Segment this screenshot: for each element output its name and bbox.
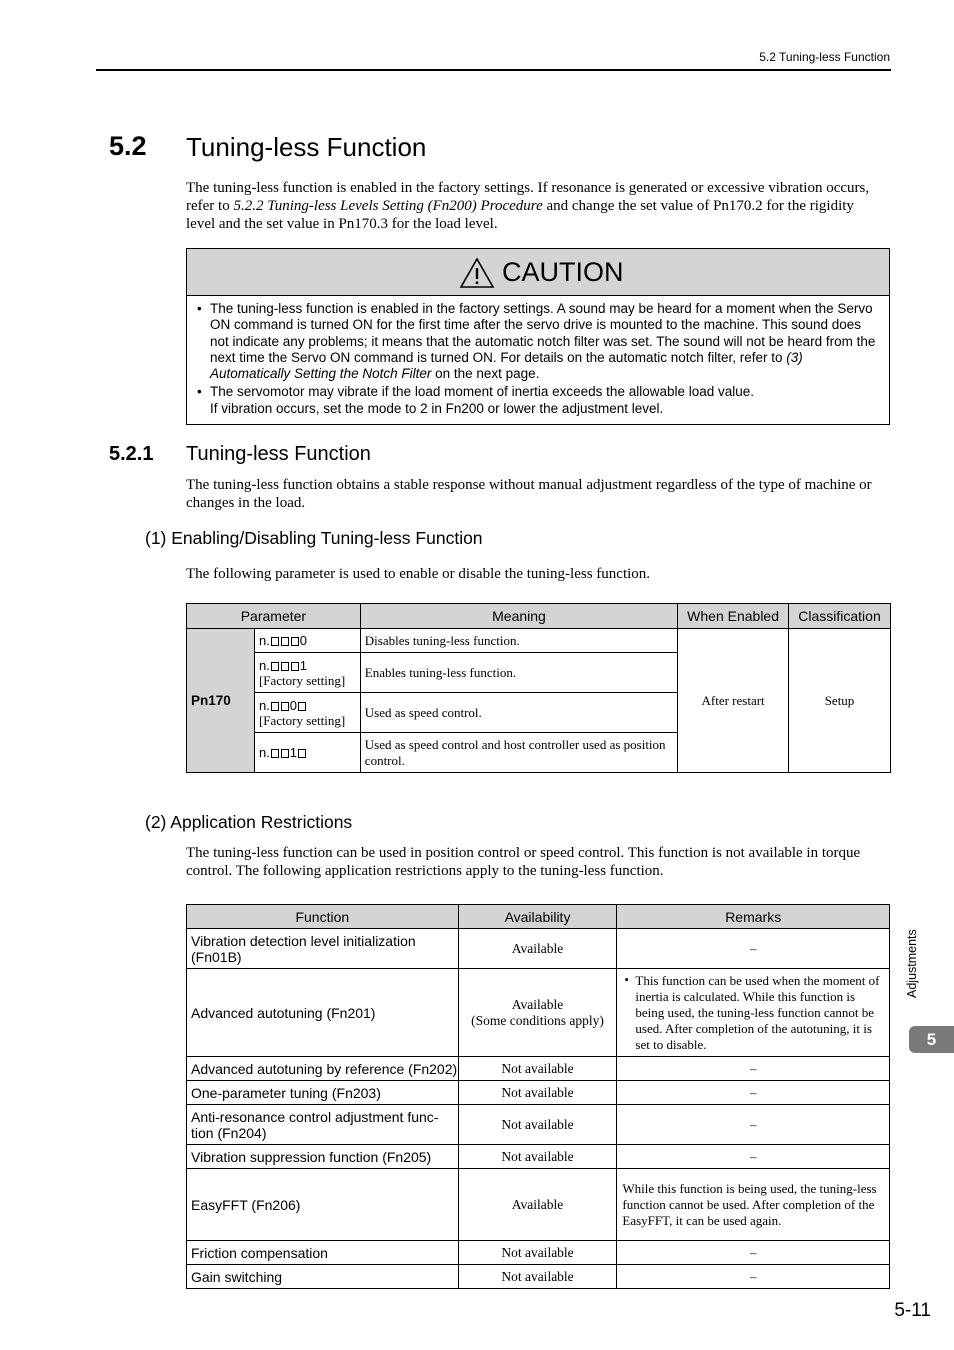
function-cell: Anti-resonance control adjustment func-tion (Fn204) bbox=[187, 1105, 459, 1145]
table-row bbox=[187, 969, 890, 1057]
application-table bbox=[186, 904, 890, 1289]
function-cell: Vibration detection level initialization (Fn01B) bbox=[187, 929, 459, 969]
availability-cell: Not available bbox=[458, 1057, 617, 1081]
remarks-cell: – bbox=[617, 1081, 890, 1105]
function-cell: EasyFFT (Fn206) bbox=[187, 1169, 459, 1241]
param-meaning-cell: Used as speed control. bbox=[360, 693, 677, 733]
section-title: Tuning-less Function bbox=[186, 132, 427, 162]
classification-header: Classification bbox=[789, 604, 891, 629]
function-cell: Gain switching bbox=[187, 1265, 459, 1289]
remarks-cell: – bbox=[617, 1057, 890, 1081]
table-row bbox=[187, 929, 890, 969]
when-enabled-header: When Enabled bbox=[678, 604, 789, 629]
subsection-paragraph: The tuning-less function obtains a stable response without manual adjustment regardless of the type of machine or changes in the load. bbox=[186, 477, 872, 511]
param-header: Parameter bbox=[187, 604, 361, 629]
table-row bbox=[187, 1057, 890, 1081]
table-row bbox=[187, 1105, 890, 1145]
param-value-cell: n. 1 [Factory setting] bbox=[254, 653, 360, 693]
availability-cell: Available bbox=[458, 1169, 617, 1241]
chapter-side-label: Adjustments bbox=[905, 929, 919, 998]
availability-cell: Not available bbox=[458, 1265, 617, 1289]
caution-label: CAUTION bbox=[502, 257, 624, 287]
param-value-cell: n. 1 bbox=[254, 733, 360, 773]
param-value-cell: n. 0 [Factory setting] bbox=[254, 693, 360, 733]
item2-heading: (2) Application Restrictions bbox=[145, 812, 353, 832]
table-row bbox=[187, 1265, 890, 1289]
classification-cell: Setup bbox=[789, 629, 891, 773]
function-cell: Advanced autotuning by reference (Fn202) bbox=[187, 1057, 459, 1081]
param-name-cell: Pn170 bbox=[187, 629, 255, 773]
availability-cell: Not available bbox=[458, 1241, 617, 1265]
header-rule bbox=[96, 69, 891, 71]
running-header: 5.2 Tuning-less Function bbox=[759, 50, 890, 64]
item1-heading: (1) Enabling/Disabling Tuning-less Function bbox=[145, 528, 483, 548]
availability-cell: Available bbox=[458, 929, 617, 969]
param-meaning-cell: Used as speed control and host controller used as position control. bbox=[360, 733, 677, 773]
caution-header bbox=[187, 249, 889, 296]
caution-box bbox=[186, 248, 890, 425]
availability-cell: Not available bbox=[458, 1105, 617, 1145]
remarks-cell: While this function is being used, the tuning-less function cannot be used. After completion of the EasyFFT, it can be used again. bbox=[617, 1169, 890, 1241]
param-meaning-cell: Enables tuning-less function. bbox=[360, 653, 677, 693]
caution-bullet: • The servomotor may vibrate if the load moment of inertia exceeds the allowable load value. If vibration occurs, set the mode to 2 in Fn200 or lower the adjustment level. bbox=[197, 384, 755, 416]
availability-cell: Available (Some conditions apply) bbox=[458, 969, 617, 1057]
caution-bullet: • The tuning-less function is enabled in the factory settings. A sound may be heard for a moment when the Servo ON command is turned ON for the first time after the servo drive is mounted to the machine. This sound does not indicate any problems; it means that the automatic notch filter was set. The sound will not be heard from the next time the Servo ON command is turned ON. For details on the automatic notch filter, refer to (3) Automatically Setting the Notch Filter on the next page. bbox=[197, 301, 876, 382]
function-cell: Friction compensation bbox=[187, 1241, 459, 1265]
chapter-tab[interactable]: 5 bbox=[909, 1026, 954, 1053]
caution-cross-reference[interactable]: (3) Automatically Setting the Notch Filter bbox=[210, 349, 803, 382]
meaning-header: Meaning bbox=[360, 604, 677, 629]
section-number: 5.2 bbox=[109, 131, 147, 161]
table-row bbox=[187, 1145, 890, 1169]
function-cell: Advanced autotuning (Fn201) bbox=[187, 969, 459, 1057]
page-number: 5-11 bbox=[894, 1300, 931, 1321]
availability-header: Availability bbox=[458, 905, 617, 929]
remarks-header: Remarks bbox=[617, 905, 890, 929]
function-cell: Vibration suppression function (Fn205) bbox=[187, 1145, 459, 1169]
table-row bbox=[187, 1081, 890, 1105]
subsection-number: 5.2.1 bbox=[109, 443, 154, 465]
availability-cell: Not available bbox=[458, 1145, 617, 1169]
parameter-table bbox=[186, 603, 891, 773]
table-row bbox=[187, 1241, 890, 1265]
remarks-cell: – bbox=[617, 929, 890, 969]
when-enabled-cell: After restart bbox=[678, 629, 789, 773]
table-row bbox=[187, 1169, 890, 1241]
caution-body bbox=[195, 301, 881, 417]
param-meaning-cell: Disables tuning-less function. bbox=[360, 629, 677, 653]
item2-paragraph: The tuning-less function can be used in position control or speed control. This function is not available in torque control. The following application restrictions apply to the tuning-less function. bbox=[186, 845, 861, 879]
param-value-cell: n. 0 bbox=[254, 629, 360, 653]
remarks-cell: – bbox=[617, 1145, 890, 1169]
intro-cross-reference[interactable]: 5.2.2 Tuning-less Levels Setting (Fn200) Procedure bbox=[233, 198, 543, 214]
intro-paragraph: The tuning-less function is enabled in the factory settings. If resonance is generated or excessive vibration occurs, refer to 5.2.2 Tuning-less Levels Setting (Fn200) Procedure and change the set value of Pn170.2 for the rigidity level and the set value in Pn170.3 for the load level. bbox=[186, 180, 870, 232]
function-header: Function bbox=[187, 905, 459, 929]
remarks-cell: – bbox=[617, 1241, 890, 1265]
remarks-cell: – bbox=[617, 1105, 890, 1145]
remarks-cell: • This function can be used when the moment of inertia is calculated. While this function is being used, the tuning-less function cannot be used. After completion of the autotuning, it is set to disable. bbox=[617, 969, 890, 1057]
availability-cell: Not available bbox=[458, 1081, 617, 1105]
warning-triangle-icon bbox=[459, 257, 495, 289]
item1-paragraph: The following parameter is used to enable or disable the tuning-less function. bbox=[186, 566, 651, 582]
remarks-cell: – bbox=[617, 1265, 890, 1289]
function-cell: One-parameter tuning (Fn203) bbox=[187, 1081, 459, 1105]
subsection-title: Tuning-less Function bbox=[186, 443, 371, 465]
